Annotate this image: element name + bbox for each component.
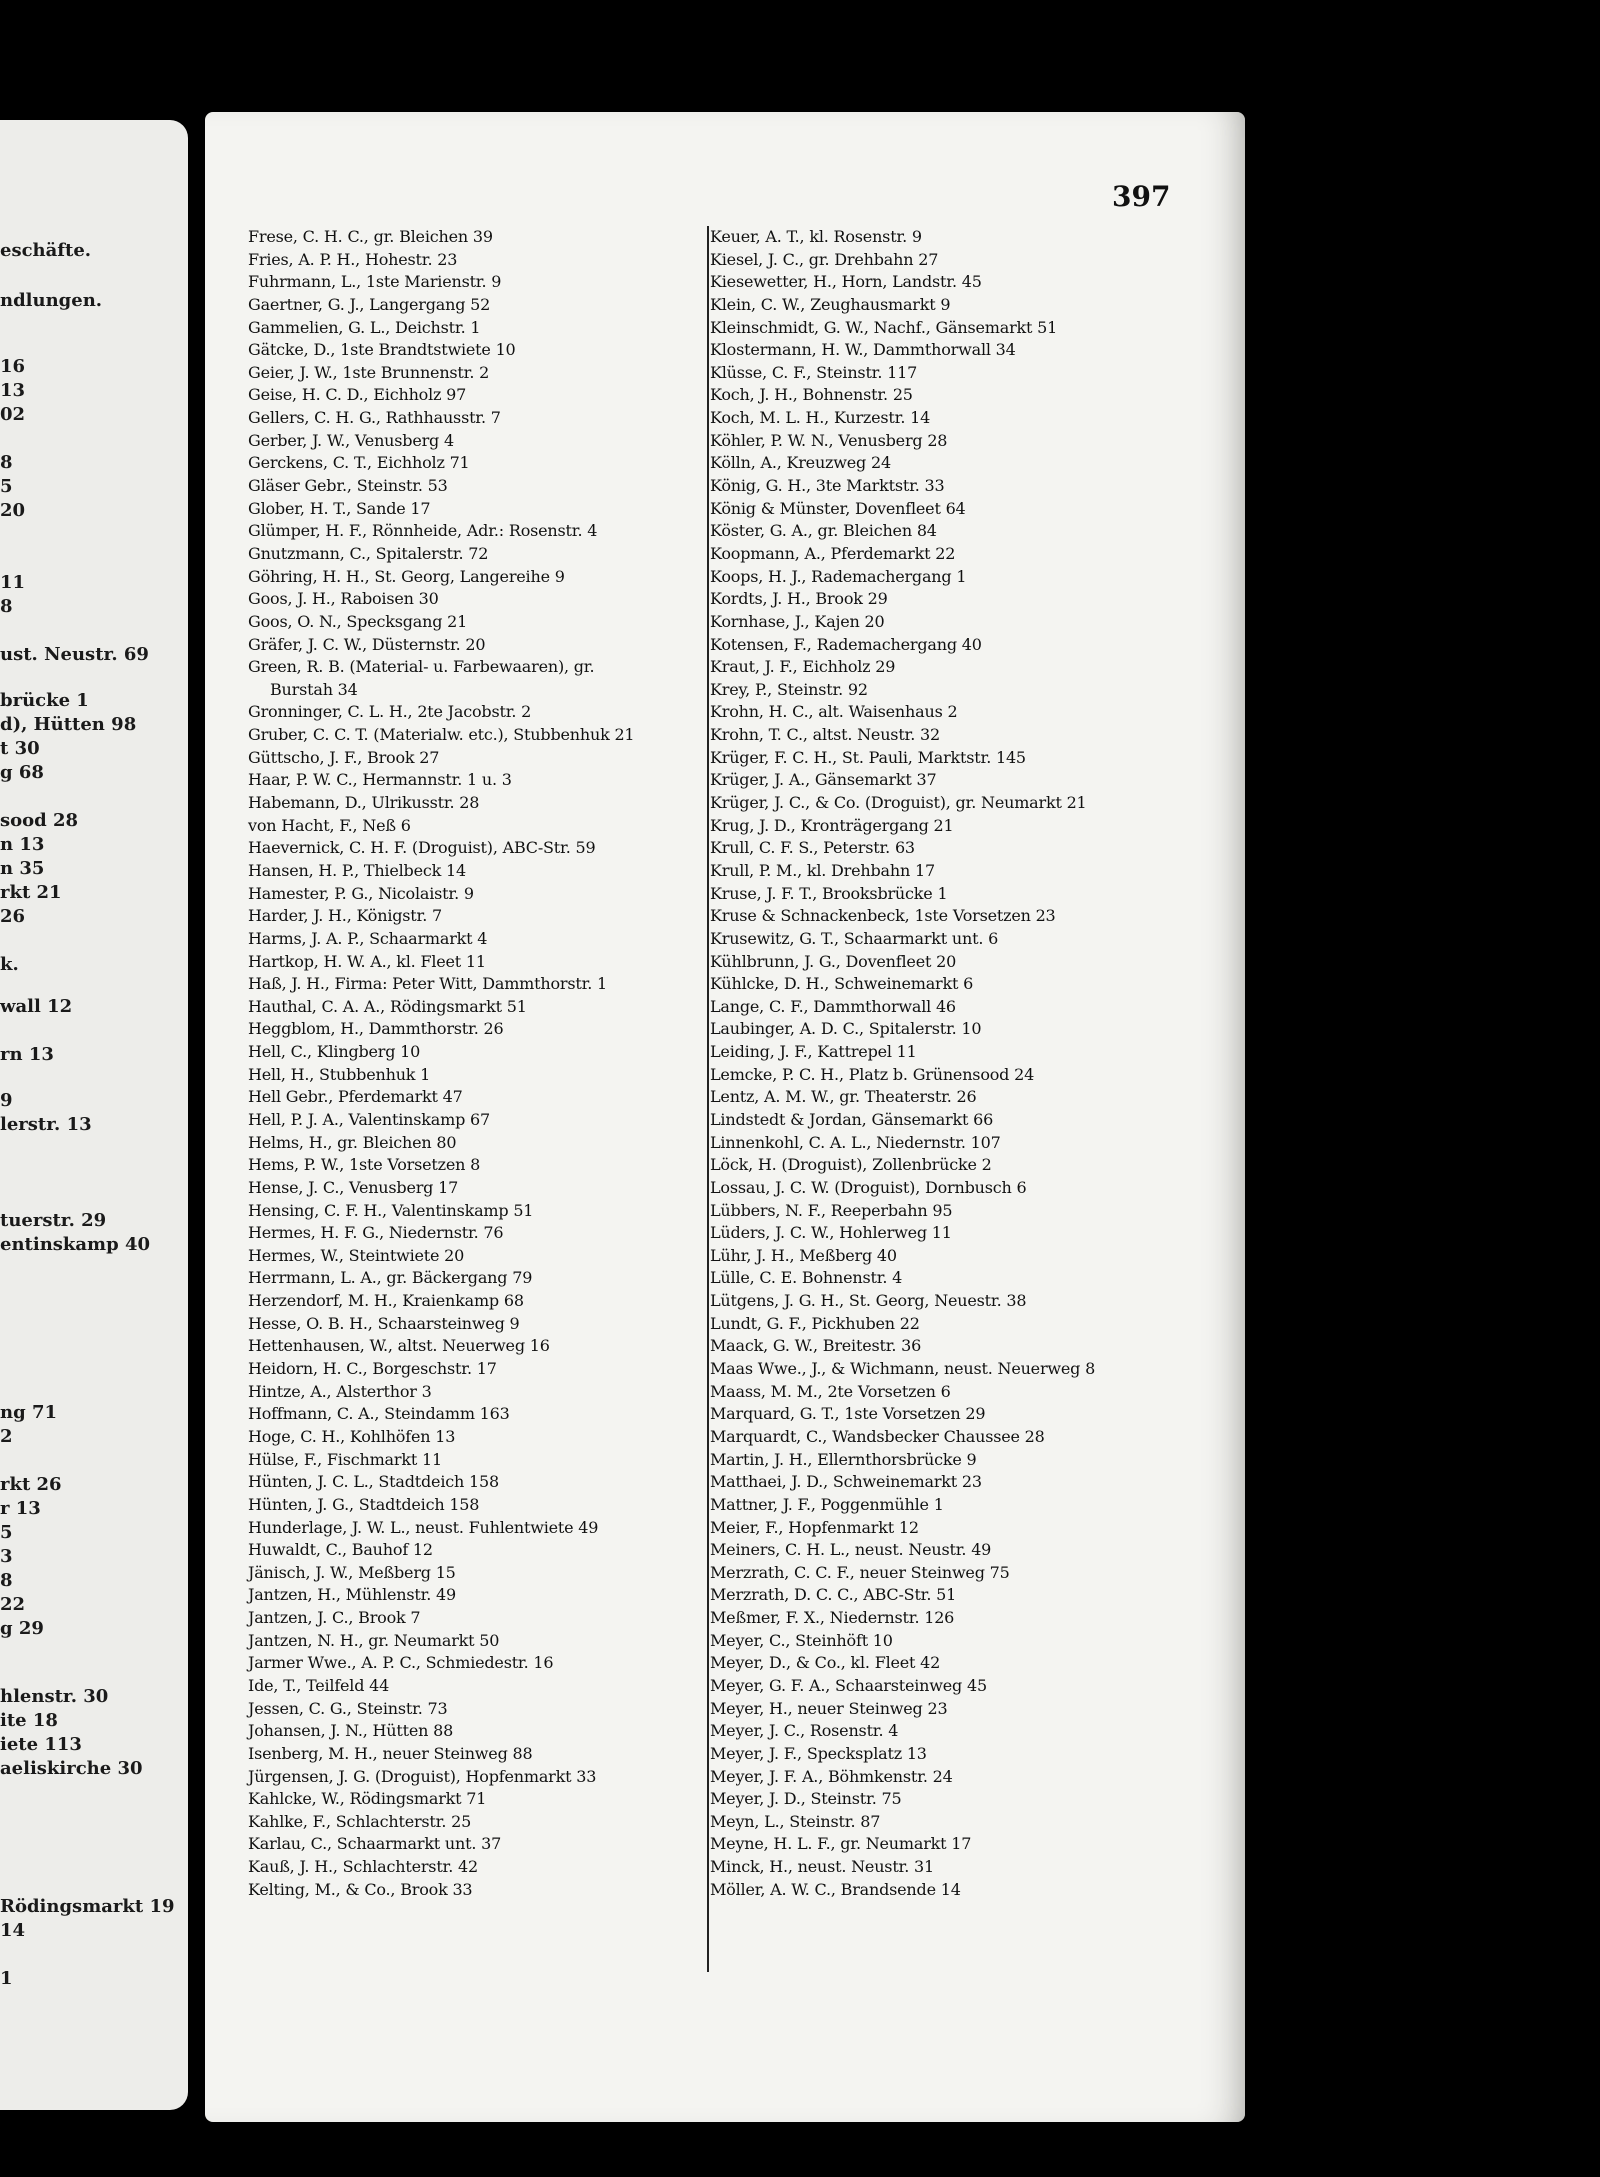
directory-entry: Göhring, H. H., St. Georg, Langereihe 9 [248,566,565,586]
directory-column-left [248,226,698,1901]
directory-entry: Marquardt, C., Wandsbecker Chaussee 28 [710,1426,1045,1446]
directory-entry: Meyer, H., neuer Steinweg 23 [710,1698,948,1718]
directory-entry: Goos, O. N., Specksgang 21 [248,611,468,631]
left-page-fragment: t 30 [0,738,40,759]
directory-entry: Krüger, J. A., Gänsemarkt 37 [710,770,937,790]
left-page-fragment: sood 28 [0,810,79,831]
directory-entry: Gnutzmann, C., Spitalerstr. 72 [248,543,489,563]
directory-entry: Jarmer Wwe., A. P. C., Schmiedestr. 16 [248,1653,554,1673]
directory-entry: Lange, C. F., Dammthorwall 46 [710,996,956,1016]
directory-entry: Geise, H. C. D., Eichholz 97 [248,385,467,405]
left-page-fragment: ndlungen. [0,290,103,311]
left-page-fragment: 11 [0,572,26,593]
directory-entry: Green, R. B. (Material- u. Farbewaaren), gr. [248,657,595,677]
directory-entry: Lundt, G. F., Pickhuben 22 [710,1313,920,1333]
left-page-fragment: aeliskirche 30 [0,1758,143,1779]
directory-entry: von Hacht, F., Neß 6 [248,815,411,835]
directory-entry: Köster, G. A., gr. Bleichen 84 [710,521,937,541]
left-page-fragment: wall 12 [0,996,73,1017]
left-page-fragment: lerstr. 13 [0,1114,92,1135]
directory-entry: Lütgens, J. G. H., St. Georg, Neuestr. 38 [710,1291,1027,1311]
directory-entry: Hünten, J. G., Stadtdeich 158 [248,1494,480,1514]
directory-entry: Kruse, J. F. T., Brooksbrücke 1 [710,883,948,903]
directory-entry: Hoffmann, C. A., Steindamm 163 [248,1404,510,1424]
left-page-fragment: 20 [0,500,26,521]
directory-entry: Kühlbrunn, J. G., Dovenfleet 20 [710,951,957,971]
directory-entry: Gammelien, G. L., Deichstr. 1 [248,317,481,337]
directory-entry: Kühlcke, D. H., Schweinemarkt 6 [710,974,974,994]
directory-entry: Karlau, C., Schaarmarkt unt. 37 [248,1834,502,1854]
directory-entry: Güttscho, J. F., Brook 27 [248,747,440,767]
directory-entry: Johansen, J. N., Hütten 88 [248,1721,454,1741]
directory-entry: Maas Wwe., J., & Wichmann, neust. Neuerweg 8 [710,1359,1096,1379]
directory-entry: Jantzen, H., Mühlenstr. 49 [248,1585,457,1605]
directory-entry: König, G. H., 3te Marktstr. 33 [710,476,945,496]
directory-entry: Linnenkohl, C. A. L., Niedernstr. 107 [710,1132,1001,1152]
directory-entry: Lüders, J. C. W., Hohlerweg 11 [710,1223,952,1243]
directory-entry: Meyer, G. F. A., Schaarsteinweg 45 [710,1676,987,1695]
directory-entry: Lindstedt & Jordan, Gänsemarkt 66 [710,1109,994,1129]
directory-entry: Gätcke, D., 1ste Brandtstwiete 10 [248,340,516,360]
directory-entry: Meier, F., Hopfenmarkt 12 [710,1517,919,1537]
directory-entry: Gerber, J. W., Venusberg 4 [248,430,454,450]
directory-entry: Hansen, H. P., Thielbeck 14 [248,860,466,880]
directory-entry: Hintze, A., Alsterthor 3 [248,1381,432,1401]
directory-entry: Martin, J. H., Ellernthorsbrücke 9 [710,1449,977,1469]
left-page-fragment: 02 [0,404,26,425]
directory-entry: König & Münster, Dovenfleet 64 [710,498,966,518]
left-page-fragment: 14 [0,1920,26,1941]
directory-entry: Glober, H. T., Sande 17 [248,498,431,518]
directory-entry: Hermes, W., Steintwiete 20 [248,1245,465,1265]
directory-entry: Krull, P. M., kl. Drehbahn 17 [710,860,935,880]
directory-entry: Harms, J. A. P., Schaarmarkt 4 [248,928,488,948]
directory-entry: Koch, J. H., Bohnenstr. 25 [710,385,913,405]
directory-entry: Ide, T., Teilfeld 44 [248,1676,390,1695]
left-page-fragment: tuerstr. 29 [0,1210,107,1231]
directory-entry: Meyer, C., Steinhöft 10 [710,1630,893,1650]
left-page-fragment: 26 [0,906,26,927]
directory-entry: Meyer, D., & Co., kl. Fleet 42 [710,1653,941,1673]
directory-entry: Krohn, T. C., altst. Neustr. 32 [710,725,940,745]
directory-entry: Kraut, J. F., Eichholz 29 [710,657,896,677]
directory-entry: Krohn, H. C., alt. Waisenhaus 2 [710,702,958,722]
directory-entry: Helms, H., gr. Bleichen 80 [248,1132,457,1152]
directory-entry: Klostermann, H. W., Dammthorwall 34 [710,340,1016,360]
directory-entry: Gerckens, C. T., Eichholz 71 [248,453,470,473]
left-page-fragment: rkt 26 [0,1474,62,1495]
left-page-fragment: 2 [0,1426,13,1447]
left-page-fragment: g 29 [0,1618,44,1639]
directory-entry: Kelting, M., & Co., Brook 33 [248,1879,473,1899]
directory-entry: Krusewitz, G. T., Schaarmarkt unt. 6 [710,928,999,948]
directory-entry: Frese, C. H. C., gr. Bleichen 39 [248,227,493,246]
directory-entry: Hermes, H. F. G., Niedernstr. 76 [248,1223,504,1243]
directory-entry: Meßmer, F. X., Niedernstr. 126 [710,1608,955,1628]
directory-entry: Meyer, J. F. A., Böhmkenstr. 24 [710,1766,953,1786]
left-page-fragment: 5 [0,1522,13,1543]
directory-entry: Hunderlage, J. W. L., neust. Fuhlentwiete 49 [248,1517,599,1537]
directory-entry: Hems, P. W., 1ste Vorsetzen 8 [248,1155,481,1175]
left-page-fragment: rkt 21 [0,882,62,903]
directory-entry: Jürgensen, J. G. (Droguist), Hopfenmarkt 33 [248,1766,597,1786]
directory-entry: Goos, J. H., Raboisen 30 [248,589,439,609]
directory-entry: Köhler, P. W. N., Venusberg 28 [710,430,948,450]
directory-entry: Merzrath, D. C. C., ABC-Str. 51 [710,1585,957,1605]
directory-entry: Hettenhausen, W., altst. Neuerweg 16 [248,1336,550,1356]
directory-entry: Meyer, J. F., Specksplatz 13 [710,1743,927,1763]
directory-entry: Kordts, J. H., Brook 29 [710,589,888,609]
directory-entry: Gronninger, C. L. H., 2te Jacobstr. 2 [248,702,532,722]
directory-entry: Hense, J. C., Venusberg 17 [248,1177,459,1197]
directory-entry: Kölln, A., Kreuzweg 24 [710,453,891,473]
directory-entry: Kahlke, F., Schlachterstr. 25 [248,1811,472,1831]
left-page-fragment: entinskamp 40 [0,1234,150,1255]
directory-entry: Meyne, H. L. F., gr. Neumarkt 17 [710,1834,972,1854]
directory-entry: Krüger, J. C., & Co. (Droguist), gr. Neumarkt 21 [710,793,1087,813]
directory-entry: Hamester, P. G., Nicolaistr. 9 [248,883,474,903]
directory-entry: Maack, G. W., Breitestr. 36 [710,1336,922,1356]
left-page-fragment: 13 [0,380,26,401]
left-page-fragment: 9 [0,1090,13,1111]
directory-entry: Meiners, C. H. L., neust. Neustr. 49 [710,1540,992,1560]
directory-entry: Hartkop, H. W. A., kl. Fleet 11 [248,951,486,971]
directory-entry: Kornhase, J., Kajen 20 [710,611,885,631]
left-page-fragment: 22 [0,1594,26,1615]
directory-entry: Heidorn, H. C., Borgeschstr. 17 [248,1359,497,1379]
directory-entry: Keuer, A. T., kl. Rosenstr. 9 [710,227,922,246]
directory-entry: Gaertner, G. J., Langergang 52 [248,294,491,314]
left-page-fragment: g 68 [0,762,44,783]
directory-entry: Hünten, J. C. L., Stadtdeich 158 [248,1472,499,1492]
left-page-fragment: 1 [0,1968,13,1989]
directory-entry: Matthaei, J. D., Schweinemarkt 23 [710,1472,982,1492]
left-page-fragment: n 13 [0,834,45,855]
directory-entry: Hensing, C. F. H., Valentinskamp 51 [248,1200,534,1220]
directory-entry: Kiesewetter, H., Horn, Landstr. 45 [710,272,982,292]
left-page-fragment: rn 13 [0,1044,54,1065]
directory-entry: Huwaldt, C., Bauhof 12 [248,1540,433,1560]
directory-entry: Glümper, H. F., Rönnheide, Adr.: Rosenstr. 4 [248,521,598,541]
directory-entry: Möller, A. W. C., Brandsende 14 [710,1879,961,1899]
directory-entry: Gräfer, J. C. W., Düsternstr. 20 [248,634,486,654]
directory-entry: Laubinger, A. D. C., Spitalerstr. 10 [710,1019,982,1039]
directory-entry: Hauthal, C. A. A., Rödingsmarkt 51 [248,996,527,1016]
directory-entry: Löck, H. (Droguist), Zollenbrücke 2 [710,1155,992,1175]
directory-entry: Jessen, C. G., Steinstr. 73 [248,1698,448,1718]
directory-entry: Harder, J. H., Königstr. 7 [248,906,442,926]
directory-entry: Haevernick, C. H. F. (Droguist), ABC-Str. 59 [248,838,596,858]
left-page-fragment: 8 [0,452,13,473]
directory-entry: Burstah 34 [270,679,358,699]
directory-entry: Hell Gebr., Pferdemarkt 47 [248,1087,463,1107]
directory-entry: Gläser Gebr., Steinstr. 53 [248,476,448,496]
directory-entry: Lemcke, P. C. H., Platz b. Grünensood 24 [710,1064,1035,1084]
directory-entry: Haar, P. W. C., Hermannstr. 1 u. 3 [248,770,512,790]
directory-entry: Meyn, L., Steinstr. 87 [710,1811,881,1831]
column-divider [707,226,709,1972]
directory-entry: Meyer, J. D., Steinstr. 75 [710,1789,902,1809]
directory-entry: Leiding, J. F., Kattrepel 11 [710,1042,917,1062]
directory-entry: Marquard, G. T., 1ste Vorsetzen 29 [710,1404,986,1424]
directory-entry: Gellers, C. H. G., Rathhausstr. 7 [248,408,501,428]
directory-entry: Hell, H., Stubbenhuk 1 [248,1064,431,1084]
directory-entry: Haß, J. H., Firma: Peter Witt, Dammthorstr. 1 [248,974,608,994]
left-page-fragment: ust. Neustr. 69 [0,644,149,665]
left-page-fragment: 8 [0,596,13,617]
directory-entry: Geier, J. W., 1ste Brunnenstr. 2 [248,362,490,382]
directory-entry: Koopmann, A., Pferdemarkt 22 [710,543,956,563]
left-page-fragment: ng 71 [0,1402,57,1423]
left-page-fragment: 5 [0,476,13,497]
directory-entry: Klein, C. W., Zeughausmarkt 9 [710,294,951,314]
left-page-fragment: 8 [0,1570,13,1591]
directory-entry: Kiesel, J. C., gr. Drehbahn 27 [710,249,939,269]
left-page-fragment: brücke 1 [0,690,89,711]
directory-entry: Jantzen, J. C., Brook 7 [248,1608,421,1628]
directory-entry: Kotensen, F., Rademachergang 40 [710,634,982,654]
directory-entry: Kahlcke, W., Rödingsmarkt 71 [248,1789,487,1809]
directory-entry: Herzendorf, M. H., Kraienkamp 68 [248,1291,524,1311]
directory-entry: Maass, M. M., 2te Vorsetzen 6 [710,1381,951,1401]
left-page [0,120,188,2110]
directory-entry: Hell, P. J. A., Valentinskamp 67 [248,1109,490,1129]
left-page-fragment: 3 [0,1546,13,1567]
directory-entry: Jänisch, J. W., Meßberg 15 [248,1562,456,1582]
directory-entry: Koch, M. L. H., Kurzestr. 14 [710,408,931,428]
directory-entry: Jantzen, N. H., gr. Neumarkt 50 [248,1630,500,1650]
directory-entry: Lossau, J. C. W. (Droguist), Dornbusch 6 [710,1177,1027,1197]
directory-entry: Lübbers, N. F., Reeperbahn 95 [710,1200,953,1220]
left-page-fragment: eschäfte. [0,240,92,261]
left-page-fragment: k. [0,954,19,975]
page-number: 397 [1112,180,1171,213]
directory-entry: Lentz, A. M. W., gr. Theaterstr. 26 [710,1087,977,1107]
directory-entry: Kauß, J. H., Schlachterstr. 42 [248,1857,478,1877]
left-page-fragment: d), Hütten 98 [0,714,137,735]
directory-entry: Fries, A. P. H., Hohestr. 23 [248,249,458,269]
left-page-fragment: hlenstr. 30 [0,1686,109,1707]
directory-entry: Gruber, C. C. T. (Materialw. etc.), Stubbenhuk 21 [248,725,635,745]
directory-entry: Herrmann, L. A., gr. Bäckergang 79 [248,1268,533,1288]
directory-entry: Krull, C. F. S., Peterstr. 63 [710,838,915,858]
directory-entry: Merzrath, C. C. F., neuer Steinweg 75 [710,1562,1010,1582]
directory-entry: Isenberg, M. H., neuer Steinweg 88 [248,1743,533,1763]
left-page-fragment: iete 113 [0,1734,82,1755]
directory-entry: Mattner, J. F., Poggenmühle 1 [710,1494,944,1514]
directory-entry: Hülse, F., Fischmarkt 11 [248,1449,442,1469]
directory-entry: Hesse, O. B. H., Schaarsteinweg 9 [248,1313,520,1333]
directory-column-right [710,226,1180,1901]
directory-entry: Kleinschmidt, G. W., Nachf., Gänsemarkt 51 [710,317,1058,337]
left-page-fragment: r 13 [0,1498,41,1519]
directory-entry: Heggblom, H., Dammthorstr. 26 [248,1019,504,1039]
left-page-fragment: Rödingsmarkt 19 [0,1896,175,1917]
directory-entry: Lühr, J. H., Meßberg 40 [710,1245,897,1265]
directory-entry: Klüsse, C. F., Steinstr. 117 [710,362,918,382]
directory-entry: Krug, J. D., Kronträgergang 21 [710,815,954,835]
left-page-fragment: 16 [0,356,26,377]
directory-entry: Minck, H., neust. Neustr. 31 [710,1857,934,1877]
directory-entry: Hell, C., Klingberg 10 [248,1042,421,1062]
directory-entry: Habemann, D., Ulrikusstr. 28 [248,793,480,813]
directory-entry: Koops, H. J., Rademachergang 1 [710,566,967,586]
left-page-fragment: n 35 [0,858,45,879]
directory-entry: Krey, P., Steinstr. 92 [710,679,868,699]
directory-entry: Fuhrmann, L., 1ste Marienstr. 9 [248,272,502,292]
directory-entry: Lülle, C. E. Bohnenstr. 4 [710,1268,903,1288]
directory-entry: Krüger, F. C. H., St. Pauli, Marktstr. 145 [710,747,1026,767]
directory-entry: Kruse & Schnackenbeck, 1ste Vorsetzen 23 [710,906,1056,926]
directory-entry: Meyer, J. C., Rosenstr. 4 [710,1721,899,1741]
directory-entry: Hoge, C. H., Kohlhöfen 13 [248,1426,456,1446]
left-page-fragment: ite 18 [0,1710,58,1731]
